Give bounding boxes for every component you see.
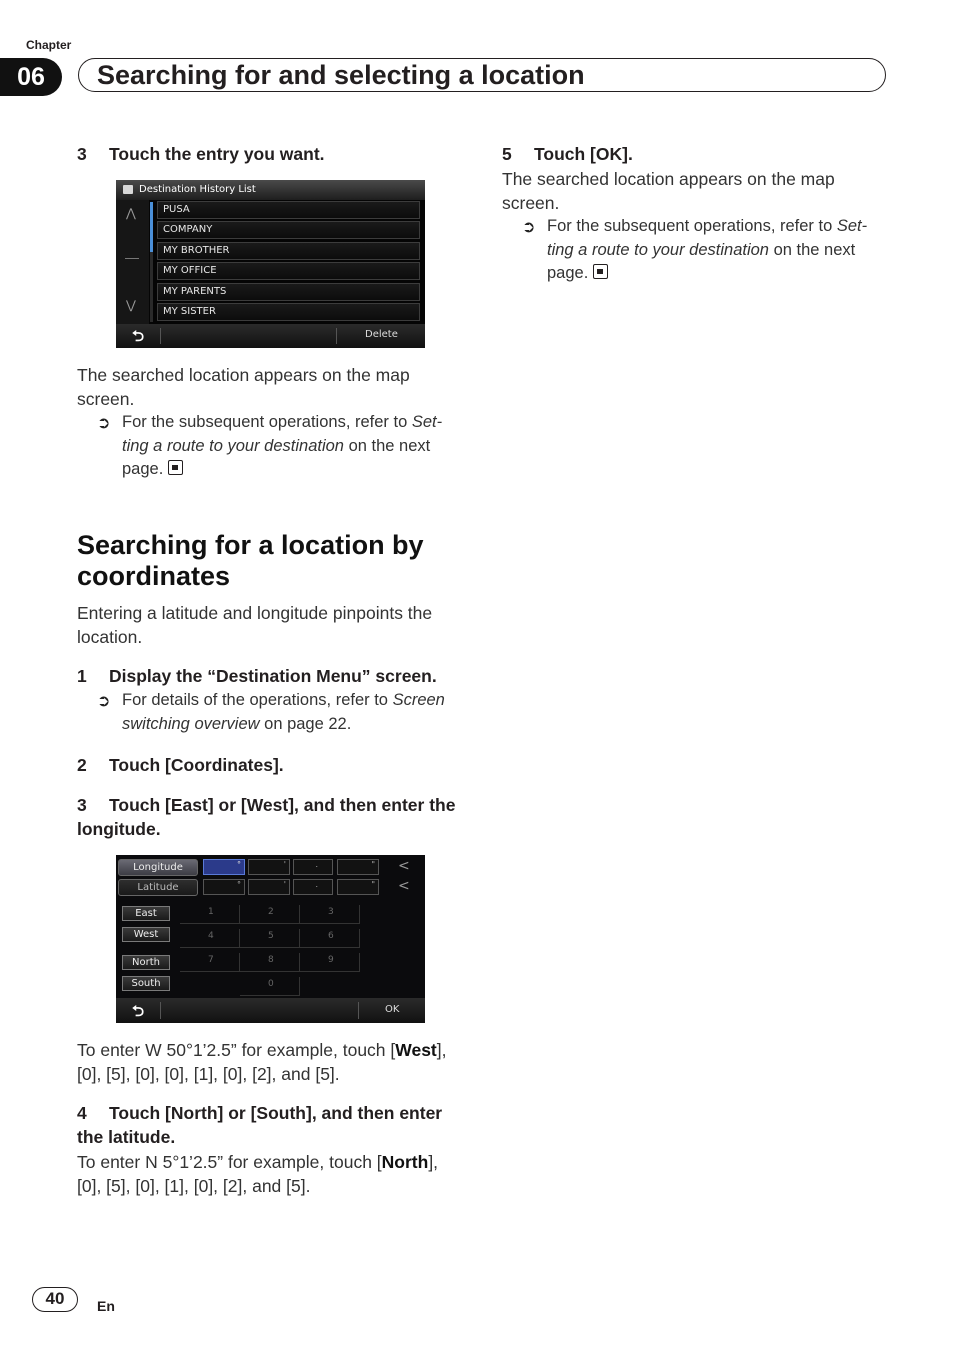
longitude-seconds-field: ": [337, 859, 379, 875]
keypad-key: 6: [300, 929, 360, 948]
scroll-side-panel: [116, 200, 149, 324]
result-paragraph-right: The searched location appears on the map screen.: [502, 169, 835, 213]
bar-separator: [160, 1002, 161, 1019]
step-number: 3: [77, 795, 87, 815]
back-arrow-icon: ⮌: [132, 1002, 145, 1020]
longitude-label: Longitude: [118, 859, 198, 876]
example-bold-text: West: [395, 1040, 437, 1060]
history-row: MY BROTHER: [157, 242, 420, 260]
bar-separator: [160, 328, 161, 344]
reference-note-2: [122, 689, 467, 736]
ok-label: OK: [385, 1004, 400, 1015]
ref-link-text: Screen switching overview: [122, 691, 445, 733]
reference-arrow-icon: ➲: [97, 415, 111, 432]
history-row: MY SISTER: [157, 303, 420, 321]
step-text: Touch the entry you want.: [109, 144, 325, 164]
screen-bottom-bar: [116, 324, 425, 348]
step-text: Touch [North] or [South], and then enter the latitude.: [77, 1103, 443, 1147]
ref-text: For the subsequent operations, refer to: [122, 413, 412, 431]
step-text: Touch [East] or [West], and then enter the longitude.: [77, 795, 456, 839]
example-west-paragraph: [77, 1038, 462, 1086]
latitude-degrees-field: °: [203, 879, 245, 895]
keypad-key: 3: [300, 905, 360, 924]
history-row: MY OFFICE: [157, 262, 420, 280]
chapter-label: Chapter: [26, 38, 72, 52]
history-row: PUSA: [157, 201, 420, 219]
reference-note-1: [122, 411, 462, 482]
screen-title-bar: [116, 180, 425, 200]
latitude-dot-field: .: [293, 879, 333, 895]
ref-link-text: Set-ting a route to your destination: [122, 413, 443, 455]
step-number: 2: [77, 755, 87, 775]
example-text: To enter N 5°1’2.5” for example, touch [: [77, 1152, 382, 1172]
longitude-degrees-field: °: [203, 859, 245, 875]
step-number: 5: [502, 144, 512, 164]
ref-text: For details of the operations, refer to: [122, 691, 393, 709]
step-number: 4: [77, 1103, 87, 1123]
bar-separator: [336, 328, 337, 344]
keypad-key: 9: [300, 953, 360, 972]
example-text: To enter W 50°1’2.5” for example, touch [: [77, 1040, 396, 1060]
latitude-label: Latitude: [118, 879, 198, 896]
section-intro: Entering a latitude and longitude pinpoints the location.: [77, 603, 433, 647]
end-mark-icon: [593, 264, 608, 279]
ref-text: on the next page.: [547, 240, 856, 282]
longitude-dot-field: .: [293, 859, 333, 875]
longitude-minutes-field: ': [248, 859, 290, 875]
step-3-heading: [77, 142, 467, 166]
step-number: 3: [77, 144, 87, 164]
step-text: Touch [Coordinates].: [109, 755, 284, 775]
history-row: MY PARENTS: [157, 283, 420, 301]
reference-arrow-icon: ➲: [522, 219, 536, 236]
keypad-key: 1: [180, 905, 240, 924]
chapter-title: Searching for and selecting a location: [97, 60, 585, 90]
scroll-down-icon: ⋁: [126, 298, 136, 312]
history-folder-icon: [123, 185, 133, 194]
example-text: ], [0], [5], [0], [1], [0], [2], and [5].: [77, 1152, 439, 1196]
step-3-longitude-heading: [77, 793, 462, 841]
history-row: COMPANY: [157, 221, 420, 239]
step-text: Touch [OK].: [534, 144, 633, 164]
step-1-heading: [77, 664, 467, 688]
result-paragraph: The searched location appears on the map screen.: [77, 365, 410, 409]
example-north-paragraph: [77, 1150, 467, 1198]
back-arrow-icon: ⮌: [132, 327, 145, 345]
section-title: Searching for a location by coordinates: [77, 530, 424, 591]
scrollbar-thumb: [150, 202, 153, 252]
keypad-key: 0: [240, 977, 300, 996]
keypad-key: 5: [240, 929, 300, 948]
scroll-divider: [125, 258, 139, 259]
keypad-key: 2: [240, 905, 300, 924]
north-button: North: [122, 955, 170, 970]
screen-bottom-bar: [116, 998, 425, 1023]
keypad-key: 8: [240, 953, 300, 972]
ref-text: on page 22.: [259, 714, 352, 733]
reference-arrow-icon: ➲: [97, 693, 111, 710]
chevron-left-icon: <: [398, 858, 410, 874]
west-button: West: [122, 927, 170, 942]
screen-title: Destination History List: [139, 184, 256, 195]
example-bold-text: North: [381, 1152, 429, 1172]
step-text: Display the “Destination Menu” screen.: [109, 666, 437, 686]
ref-text: For the subsequent operations, refer to: [547, 217, 837, 235]
step-4-heading: [77, 1101, 462, 1149]
step-5-heading: [502, 142, 887, 166]
bar-separator: [358, 1002, 359, 1019]
reference-note-right: [547, 215, 887, 286]
scroll-up-icon: ⋀: [126, 206, 136, 220]
latitude-minutes-field: ': [248, 879, 290, 895]
chevron-left-icon: <: [398, 878, 410, 894]
delete-label: Delete: [365, 329, 398, 340]
keypad-key: 4: [180, 929, 240, 948]
chapter-number: 06: [0, 58, 62, 96]
end-mark-icon: [168, 460, 183, 475]
ref-link-text: Set-ting a route to your destination: [547, 217, 868, 259]
page-number: 40: [32, 1287, 78, 1312]
example-text: ], [0], [5], [0], [0], [1], [0], [2], and [5].: [77, 1040, 447, 1084]
keypad-key: 7: [180, 953, 240, 972]
coordinates-screenshot: [116, 855, 425, 1023]
east-button: East: [122, 906, 170, 921]
ref-text: on the next page.: [122, 436, 431, 478]
step-2-heading: [77, 753, 467, 777]
step-number: 1: [77, 666, 87, 686]
language-label: En: [97, 1298, 115, 1314]
south-button: South: [122, 976, 170, 991]
chapter-title-box: [78, 58, 886, 92]
latitude-seconds-field: ": [337, 879, 379, 895]
destination-history-screenshot: [116, 180, 425, 348]
